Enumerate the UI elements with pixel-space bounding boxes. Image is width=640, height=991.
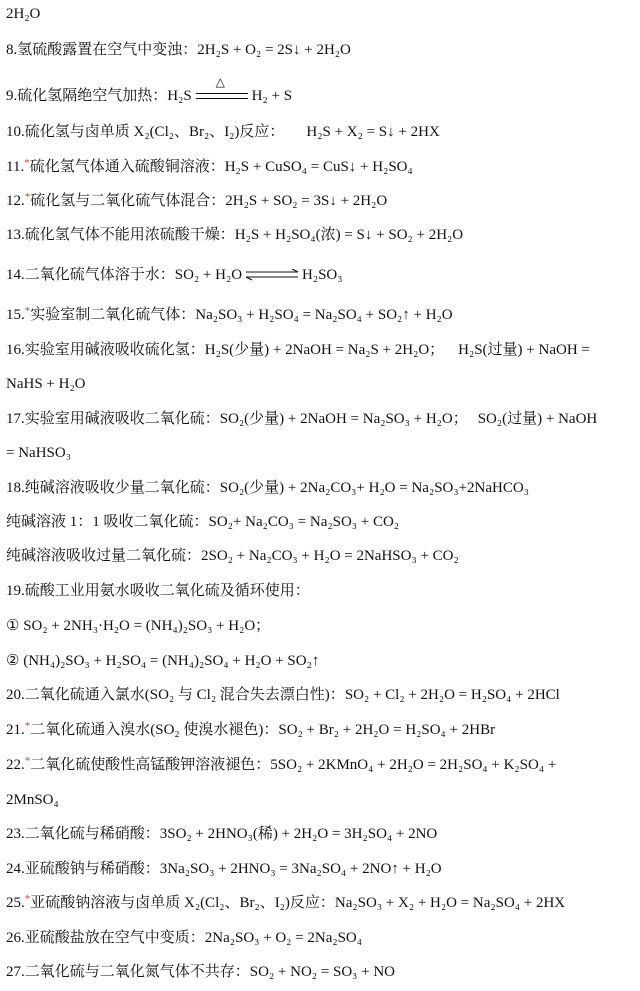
reaction-27 bbox=[6, 963, 636, 981]
reaction-description: 实验室制二氧化硫气体： bbox=[30, 307, 196, 323]
equation: SO₂+ Na₂CO₃ = Na₂SO₃ + CO₂ bbox=[208, 514, 400, 530]
item-number: 8. bbox=[6, 42, 18, 58]
reaction-21 bbox=[6, 721, 636, 739]
reaction-19-step1 bbox=[6, 617, 636, 635]
reaction-description: 二氧化硫通入氯水(SO₂ 与 Cl₂ 混合失去漂白性)： bbox=[24, 687, 345, 703]
reaction-description: 硫化氢隔绝空气加热： bbox=[17, 88, 168, 104]
reaction-description: 硫化氢气体通入硫酸铜溶液： bbox=[29, 159, 225, 175]
equation-continuation: NaHS + H₂O bbox=[6, 376, 86, 392]
reaction-description: 纯碱溶液 1：1 吸收二氧化硫： bbox=[6, 514, 209, 530]
equation: 2H₂S + SO₂ = 3S↓ + 2H₂O bbox=[225, 193, 388, 209]
line-water-continuation bbox=[6, 5, 636, 23]
reaction-19 bbox=[6, 582, 636, 600]
reaction-description: 二氧化硫气体溶于水： bbox=[24, 267, 175, 283]
reaction-25 bbox=[6, 894, 636, 912]
item-number: 26. bbox=[6, 930, 25, 946]
item-number: 20. bbox=[6, 687, 25, 703]
equation: H₂S + CuSO₄ = CuS↓ + H₂SO₄ bbox=[224, 159, 413, 175]
equation-continuation: 2MnSO₄ bbox=[6, 792, 59, 808]
key-star-icon: * bbox=[24, 755, 31, 767]
equation: SO₂ + NO₂ = SO₃ + NO bbox=[249, 964, 396, 980]
reaction-10 bbox=[6, 123, 636, 141]
equation-right: H₂ + S bbox=[251, 88, 293, 104]
reaction-description: 实验室用碱液吸收二氧化硫： bbox=[24, 411, 220, 427]
equation-left: H₂S bbox=[167, 88, 192, 104]
equation-right: H₂SO₃ bbox=[302, 267, 343, 283]
key-star-icon: * bbox=[24, 893, 31, 905]
reaction-14 bbox=[6, 266, 636, 284]
equation-second: SO₂(过量) + NaOH bbox=[477, 411, 598, 427]
equation: 2H₂S + O₂ = 2S↓ + 2H₂O bbox=[197, 42, 351, 58]
heat-triangle-icon: △ bbox=[215, 75, 225, 89]
reaction-8 bbox=[6, 41, 636, 59]
equation: ① SO₂ + 2NH₃·H₂O = (NH₄)₂SO₃ + H₂O； bbox=[6, 618, 271, 634]
reaction-description: 纯碱溶液吸收过量二氧化硫： bbox=[6, 548, 202, 564]
equation: ② (NH₄)₂SO₃ + H₂SO₄ = (NH₄)₂SO₄ + H₂O + SO₂↑ bbox=[6, 653, 320, 669]
key-star-icon: * bbox=[24, 191, 31, 203]
reaction-description: 二氧化硫通入溴水(SO₂ 使溴水褪色)： bbox=[30, 722, 279, 738]
item-number: 15. bbox=[6, 307, 25, 323]
item-number: 11. bbox=[6, 159, 25, 175]
equation: 2Na₂SO₃ + O₂ = 2Na₂SO₄ bbox=[204, 930, 362, 946]
reaction-17 bbox=[6, 410, 636, 428]
reaction-description: 二氧化硫与二氧化氮气体不共存： bbox=[24, 964, 250, 980]
item-number: 23. bbox=[6, 826, 25, 842]
equation: SO₂(少量) + 2Na₂CO₃+ H₂O = Na₂SO₃+2NaHCO₃ bbox=[219, 480, 529, 496]
reaction-23 bbox=[6, 825, 636, 843]
reaction-description: 硫化氢与二氧化硫气体混合： bbox=[30, 193, 226, 209]
reaction-17-continuation bbox=[6, 444, 636, 462]
reaction-description: 亚硫酸钠与稀硝酸： bbox=[24, 861, 160, 877]
equation: H₂S + H₂SO₄(浓) = S↓ + SO₂ + 2H₂O bbox=[234, 227, 464, 243]
reaction-12 bbox=[6, 192, 636, 210]
reaction-22 bbox=[6, 756, 636, 774]
reaction-20 bbox=[6, 686, 636, 704]
reaction-description: 硫化氢气体不能用浓硫酸干燥： bbox=[24, 227, 235, 243]
item-number: 24. bbox=[6, 861, 25, 877]
equation: H₂S + X₂ = S↓ + 2HX bbox=[306, 124, 440, 140]
item-number: 16. bbox=[6, 342, 25, 358]
item-number: 10. bbox=[6, 124, 25, 140]
heating-condition-sign bbox=[194, 75, 250, 103]
reaction-description: 氢硫酸露置在空气中变浊： bbox=[17, 42, 198, 58]
item-number: 18. bbox=[6, 480, 25, 496]
reaction-11 bbox=[6, 158, 636, 176]
equation: SO₂ + Cl₂ + 2H₂O = H₂SO₄ + 2HCl bbox=[344, 687, 560, 703]
item-number: 22. bbox=[6, 757, 25, 773]
reaction-15 bbox=[6, 306, 636, 324]
equation: SO₂ + Br₂ + 2H₂O = H₂SO₄ + 2HBr bbox=[278, 722, 496, 738]
reaction-26 bbox=[6, 929, 636, 947]
equation-continuation: = NaHSO₃ bbox=[6, 445, 71, 461]
item-number: 12. bbox=[6, 193, 25, 209]
item-number: 27. bbox=[6, 964, 25, 980]
equation-second: H₂S(过量) + NaOH = bbox=[458, 342, 590, 358]
reaction-description: 亚硫酸盐放在空气中变质： bbox=[24, 930, 205, 946]
item-number: 19. bbox=[6, 583, 25, 599]
reaction-18-excess bbox=[6, 547, 636, 565]
key-star-icon: * bbox=[24, 305, 31, 317]
item-number: 21. bbox=[6, 722, 25, 738]
reaction-description: 实验室用碱液吸收硫化氢： bbox=[24, 342, 205, 358]
reaction-9 bbox=[6, 75, 636, 105]
reaction-description: 亚硫酸钠溶液与卤单质 X₂(Cl₂、Br₂、I₂)反应： bbox=[30, 895, 335, 911]
reaction-16 bbox=[6, 341, 636, 359]
equation: Na₂SO₃ + H₂SO₄ = Na₂SO₄ + SO₂↑ + H₂O bbox=[195, 307, 453, 323]
reaction-description: 硫化氢与卤单质 X₂(Cl₂、Br₂、I₂)反应： bbox=[24, 124, 285, 140]
reaction-description: 二氧化硫使酸性高锰酸钾溶液褪色： bbox=[30, 757, 271, 773]
equation-left: SO₂ + H₂O bbox=[174, 267, 243, 283]
equation: 5SO₂ + 2KMnO₄ + 2H₂O = 2H₂SO₄ + K₂SO₄ + bbox=[270, 757, 557, 773]
reaction-24 bbox=[6, 860, 636, 878]
reversible-arrow-icon bbox=[244, 269, 300, 281]
reaction-16-continuation bbox=[6, 375, 636, 393]
reaction-description: 二氧化硫与稀硝酸： bbox=[24, 826, 160, 842]
key-star-icon: * bbox=[24, 720, 31, 732]
equation: SO₂(少量) + 2NaOH = Na₂SO₃ + H₂O； bbox=[219, 411, 468, 427]
equation-text: 2H₂O bbox=[6, 6, 41, 22]
equation: 2SO₂ + Na₂CO₃ + H₂O = 2NaHSO₃ + CO₂ bbox=[201, 548, 459, 564]
item-number: 25. bbox=[6, 895, 25, 911]
equation: H₂S(少量) + 2NaOH = Na₂S + 2H₂O； bbox=[204, 342, 445, 358]
reaction-13 bbox=[6, 226, 636, 244]
reaction-18 bbox=[6, 479, 636, 497]
reaction-19-step2 bbox=[6, 652, 636, 670]
item-number: 9. bbox=[6, 88, 18, 104]
reaction-description: 硫酸工业用氨水吸收二氧化硫及循环使用： bbox=[24, 583, 310, 599]
key-star-icon: * bbox=[24, 157, 30, 169]
reaction-22-continuation bbox=[6, 791, 636, 809]
item-number: 14. bbox=[6, 267, 25, 283]
item-number: 17. bbox=[6, 411, 25, 427]
item-number: 13. bbox=[6, 227, 25, 243]
equation: Na₂SO₃ + X₂ + H₂O = Na₂SO₄ + 2HX bbox=[334, 895, 566, 911]
equation: 3Na₂SO₃ + 2HNO₃ = 3Na₂SO₄ + 2NO↑ + H₂O bbox=[159, 861, 442, 877]
reaction-description: 纯碱溶液吸收少量二氧化硫： bbox=[24, 480, 220, 496]
reaction-18-ratio bbox=[6, 513, 636, 531]
equation: 3SO₂ + 2HNO₃(稀) + 2H₂O = 3H₂SO₄ + 2NO bbox=[159, 826, 438, 842]
